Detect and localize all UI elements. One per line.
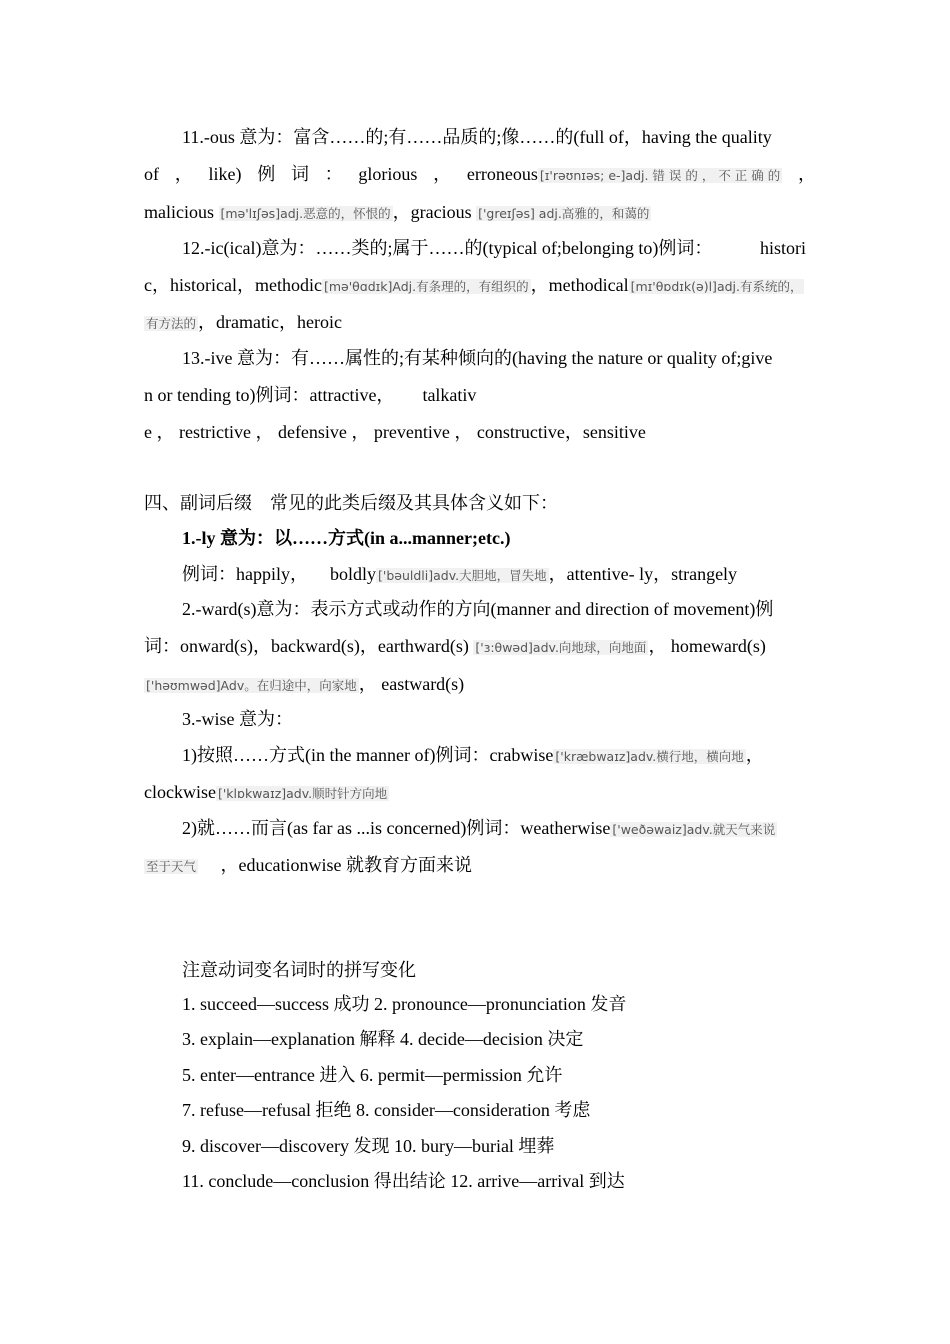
- text-fragment: of: [144, 164, 159, 184]
- pronunciation-note: ['kræbwaɪz]adv.横行地，横向地: [555, 749, 744, 764]
- text-fragment: ，: [174, 164, 193, 184]
- text-fragment: ，: [745, 745, 764, 765]
- section-heading-adverb-suffix: 四、副词后缀 常见的此类后缀及其具体含义如下：: [144, 493, 558, 513]
- suffix-ward-line-2: [144, 634, 766, 660]
- suffix-ward-line-1: 2.-ward(s)意为：表示方式或动作的方向(manner and direction of movement)例: [182, 599, 774, 619]
- text-fragment: ，attentive- ly，strangely: [548, 564, 738, 584]
- example-word: erroneous: [466, 164, 538, 184]
- pronunciation-note: [mə'lɪʃəs]adj.恶意的，怀恨的: [220, 206, 391, 221]
- suffix-ive-line-2: [144, 383, 476, 407]
- text-fragment: c，historical，methodic: [144, 275, 322, 295]
- notes-title: 注意动词变名词时的拼写变化: [182, 960, 416, 980]
- example-word: ，methodical: [530, 275, 629, 295]
- text-fragment: 12.-ic(ical)意为：……类的;属于……的(typical of;belonging to)例词：: [182, 238, 713, 258]
- pronunciation-note: 有方法的: [146, 316, 197, 331]
- text-fragment: ：: [324, 164, 343, 184]
- suffix-ous-line-3: [144, 200, 651, 226]
- example-word: ， eastward(s): [358, 674, 465, 694]
- text-fragment: histori: [759, 238, 806, 258]
- pronunciation-note: [ɪ'rəʊnɪəs; e-]adj. 错 误 的 ， 不 正 确 的: [539, 168, 781, 183]
- text-fragment: talkativ: [422, 385, 477, 405]
- pronunciation-note: ['weðəwaiz]adv.就天气来说: [612, 822, 776, 837]
- text-fragment: ，educationwise 就教育方面来说: [198, 855, 472, 875]
- pronunciation-note: ['ɜ:θwəd]adv.向地球，向地面: [475, 640, 647, 655]
- text-fragment: 例: [257, 164, 276, 184]
- pronunciation-note: ['bəuldli]adv.大胆地，冒失地: [378, 568, 547, 583]
- text-fragment: 词：onward(s)，backward(s)，earthward(s): [144, 636, 474, 656]
- text-fragment: ，: [433, 164, 452, 184]
- suffix-ic-line-3: [144, 310, 342, 336]
- text-fragment: like): [208, 164, 242, 184]
- suffix-ous-line-1: 11.-ous 意为：富含……的;有……品质的;像……的(full of，having the quality: [182, 127, 772, 147]
- example-word: ， homeward(s): [648, 636, 766, 656]
- suffix-ic-line-2: [144, 273, 804, 299]
- pronunciation-note: ['həʊmwəd]Adv。在归途中，向家地: [146, 678, 357, 693]
- pronunciation-note: ['klɒkwaɪz]adv.顺时针方向地: [217, 786, 388, 801]
- example-word: clockwise: [144, 782, 216, 802]
- list-item: 3. explain—explanation 解释 4. decide—decision 决定: [182, 1029, 584, 1049]
- suffix-wise-meaning-2-cont: [144, 853, 472, 879]
- suffix-wise-meaning-1-cont: [144, 780, 389, 806]
- text-fragment: 例词：happily，: [182, 564, 308, 584]
- pronunciation-note: [mɪ'θɒdɪk(ə)l]adj.有系统的，: [630, 279, 803, 294]
- suffix-wise-meaning-2: [182, 816, 777, 842]
- list-item: 11. conclude—conclusion 得出结论 12. arrive—arrival 到达: [182, 1171, 625, 1191]
- example-word: boldly: [330, 564, 377, 584]
- suffix-ward-line-3: [144, 672, 464, 698]
- text-fragment: ，: [797, 164, 816, 184]
- text-fragment: ，dramatic，heroic: [198, 312, 342, 332]
- example-word: ，gracious: [392, 202, 477, 222]
- suffix-wise-title: 3.-wise 意为：: [182, 709, 293, 729]
- list-item: 5. enter—entrance 进入 6. permit—permission 允许: [182, 1065, 563, 1085]
- text-fragment: 2)就……而言(as far as ...is concerned)例词：weatherwise: [182, 818, 611, 838]
- list-item: 9. discover—discovery 发现 10. bury—burial 埋葬: [182, 1136, 555, 1156]
- suffix-wise-meaning-1: [182, 743, 764, 769]
- suffix-ive-line-3: e ， restrictive ， defensive ， preventive ， constructive，sensitive: [144, 422, 646, 442]
- list-item: 1. succeed—success 成功 2. pronounce—pronunciation 发音: [182, 994, 627, 1014]
- example-word: malicious: [144, 202, 219, 222]
- pronunciation-note: [mə'θɑdɪk]Adj.有条理的，有组织的: [323, 279, 529, 294]
- list-item: 7. refuse—refusal 拒绝 8. consider—consideration 考虑: [182, 1100, 591, 1120]
- text-fragment: n or tending to)例词：attractive，: [144, 385, 395, 405]
- suffix-ous-line-2: [144, 162, 816, 188]
- example-word: glorious: [358, 164, 418, 184]
- text-fragment: 1)按照……方式(in the manner of)例词：crabwise: [182, 745, 554, 765]
- suffix-ly-examples: [182, 562, 737, 588]
- suffix-ic-line-1: [182, 236, 806, 260]
- text-fragment: 词: [290, 164, 309, 184]
- pronunciation-note: ['greɪʃəs] adj.高雅的，和蔼的: [478, 206, 650, 221]
- suffix-ly-title: 1.-ly 意为：以……方式(in a...manner;etc.): [182, 528, 511, 548]
- suffix-ive-line-1: 13.-ive 意为：有……属性的;有某种倾向的(having the nature or quality of;give: [182, 348, 773, 368]
- pronunciation-note: 至于天气: [146, 859, 197, 874]
